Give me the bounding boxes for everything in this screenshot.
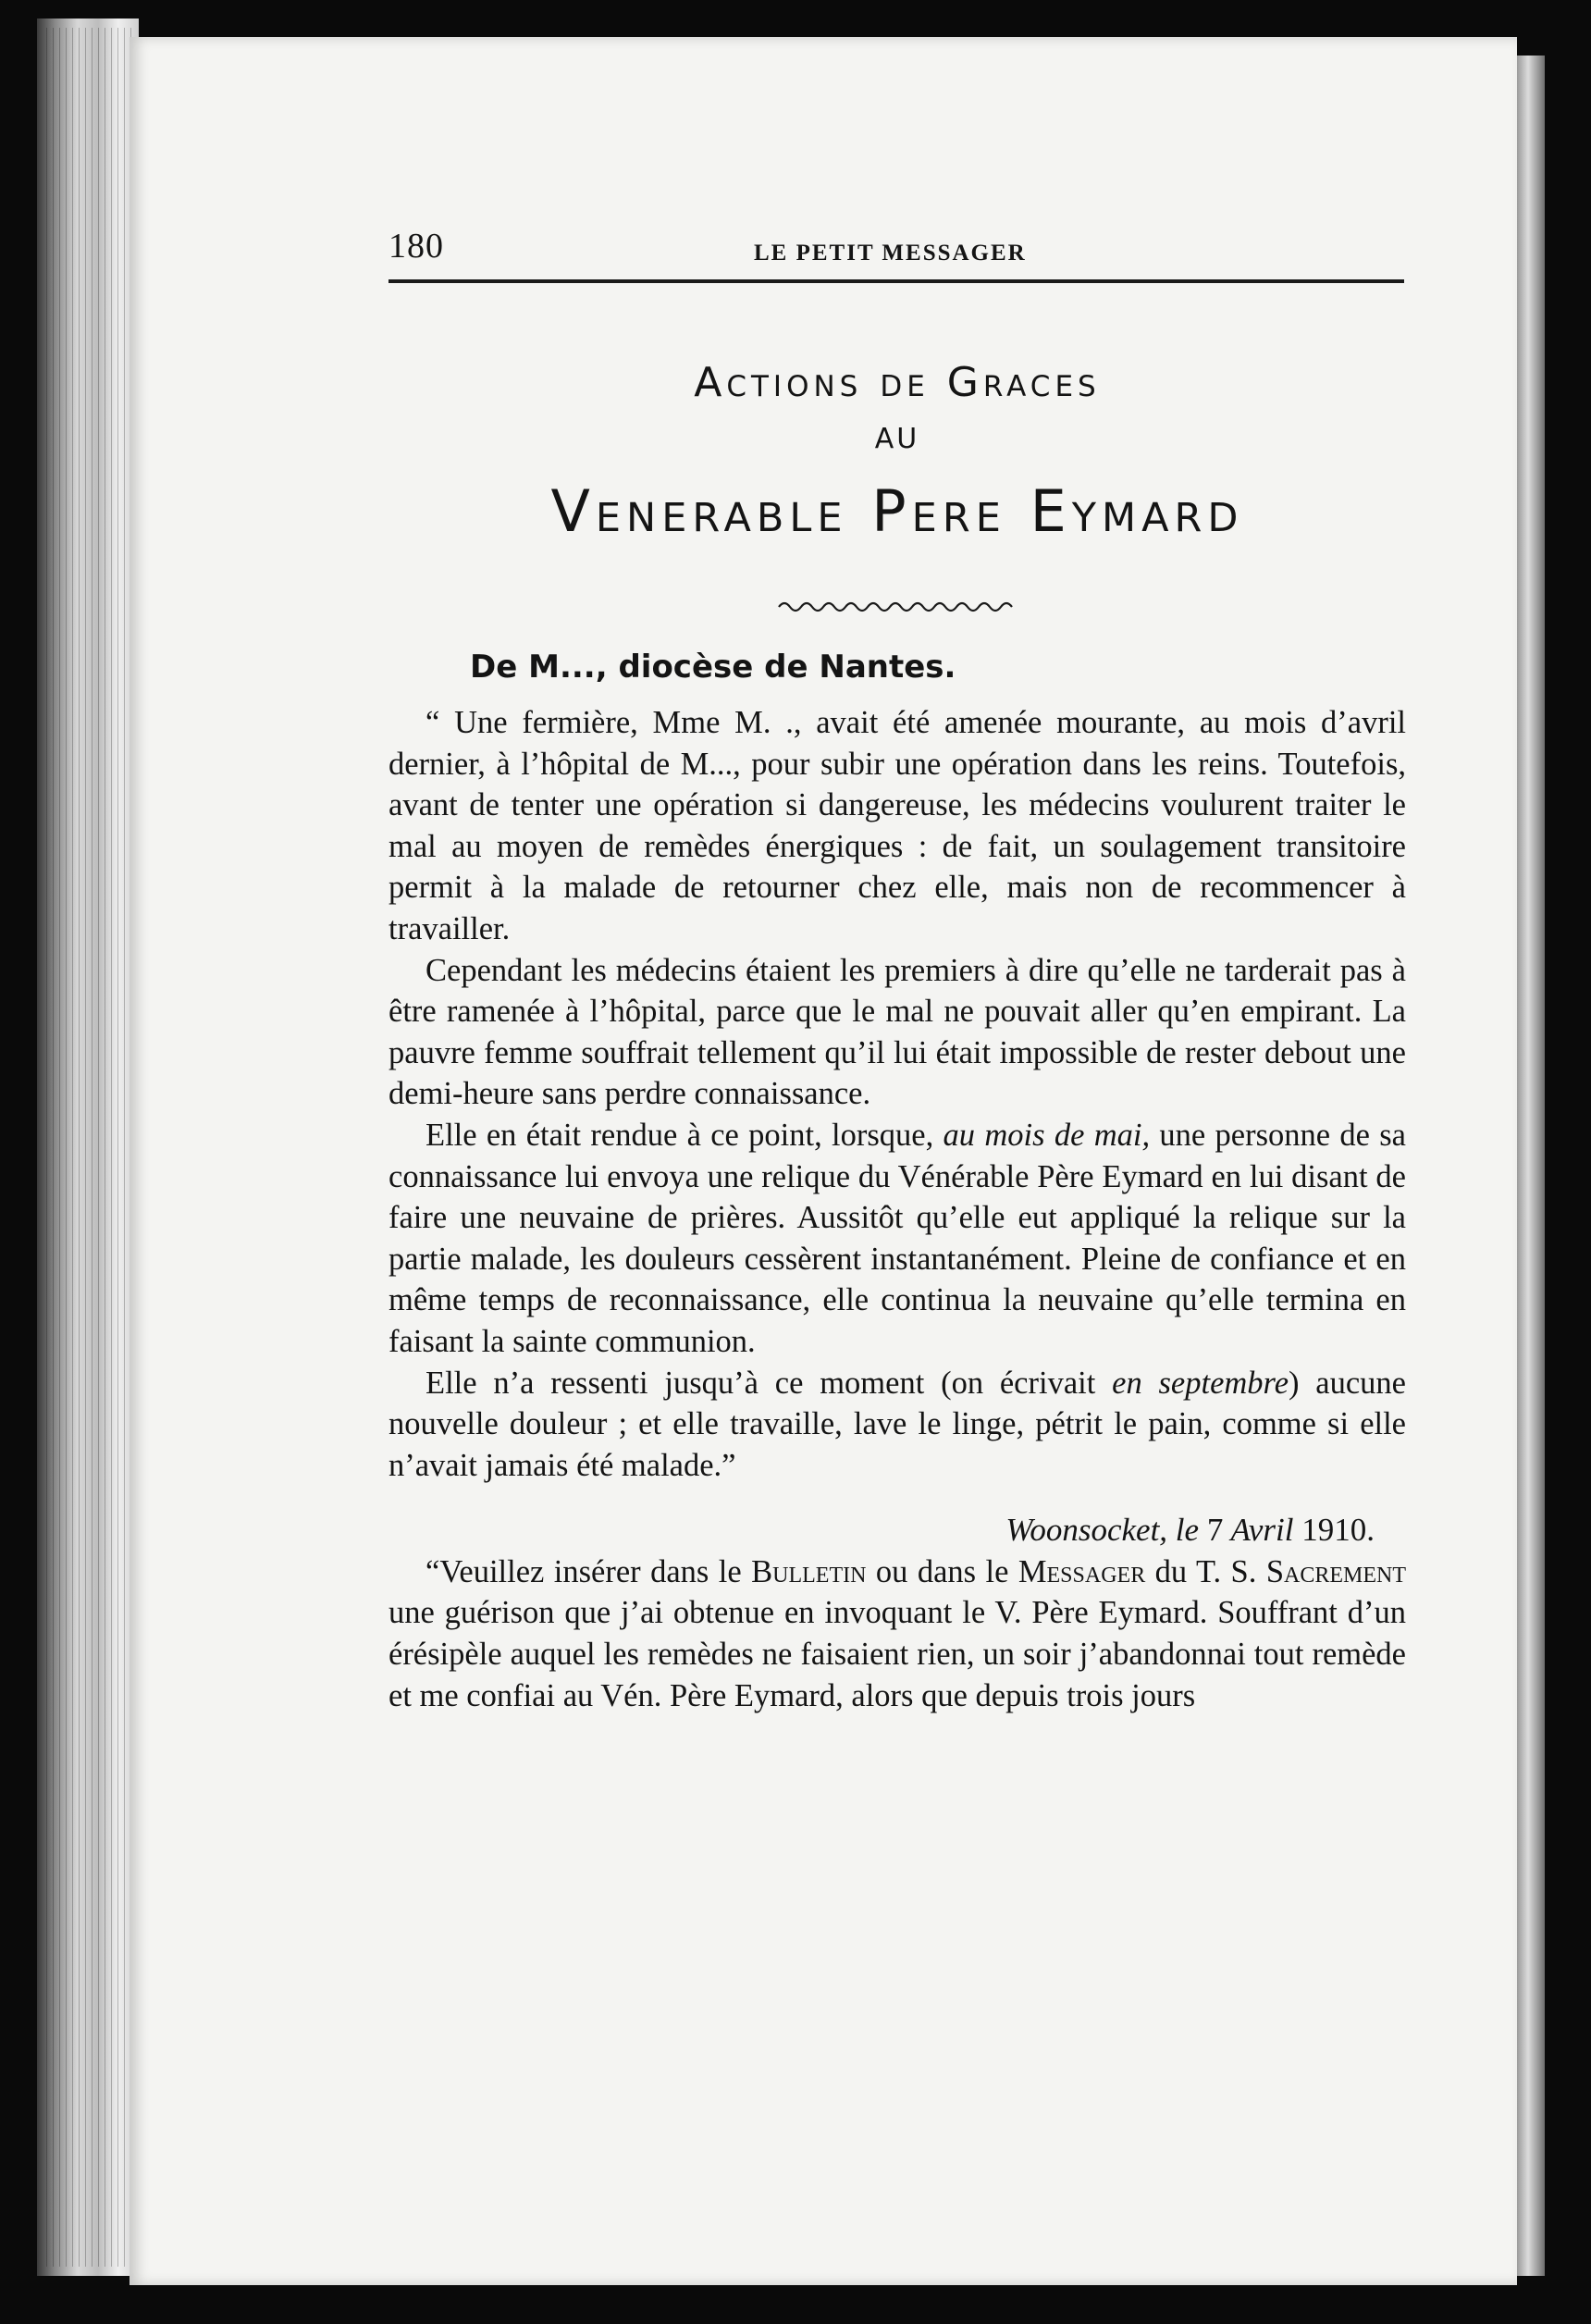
signoff-line	[388, 1510, 1375, 1551]
page-number: 180	[388, 227, 444, 266]
title-line-1: Actions de Graces	[694, 359, 1101, 406]
text-run: Elle en était rendue à ce point, lorsque,	[426, 1117, 944, 1153]
signoff-day: 7	[1206, 1512, 1224, 1549]
text-run: Messager	[1018, 1553, 1146, 1589]
text-run: ) aucune nouvelle douleur ; et elle travaille, lave le linge, pétrit le pain, comme si elle n’avait jamais été malade.”	[388, 1365, 1406, 1483]
text-run: ou dans le	[866, 1553, 1018, 1589]
signoff-year: 1910.	[1301, 1512, 1375, 1549]
title-line-3: Venerable Pere Eymard	[550, 477, 1244, 545]
paragraph	[388, 1363, 1406, 1487]
running-head	[388, 222, 1406, 270]
journal-title: LE PETIT MESSAGER	[754, 241, 1027, 266]
header-rule	[388, 279, 1404, 283]
paragraph: “ Une fermière, Mme M. ., avait été amenée mourante, au mois d’avril dernier, à l’hôpital de M..., pour subir une opération dans les reins. Toutefois, avant de tenter une opération si dangereuse, les médecins voulurent traiter le mal au moyen de remèdes énergiques : de fait, un soulagement transitoire permit à la malade de retourner chez elle, mais non de recommencer à travailler.	[388, 705, 1406, 946]
text-run: Bulletin	[751, 1553, 867, 1589]
wavy-ornament	[388, 599, 1406, 617]
book-binding-right	[1517, 56, 1545, 2276]
signoff-place: Woonsocket, le	[1005, 1512, 1200, 1549]
text-run: “Veuillez insérer dans le	[426, 1553, 752, 1589]
wavy-line-icon	[777, 599, 1018, 615]
paragraph: Cependant les médecins étaient les premiers à dire qu’elle ne tarderait pas à être ramenée à l’hôpital, parce que le mal ne pouvait aller qu’en empirant. La pauvre femme souffrait tellement qu’il lui était impossible de rester debout une demi-heure sans perdre connaissance.	[388, 952, 1406, 1112]
text-run: une personne de sa connaissance lui envoya une relique du Vénérable Père Eymard en lui disant de faire une neuvaine de prières. Aussitôt qu’elle eut appliqué la relique sur la partie malade, les douleurs cessèrent instantanément. Pleine de confiance et en même temps de reconnaissance, elle continua la neuvaine qu’elle termina en faisant la sainte communion.	[388, 1117, 1406, 1359]
section-heading: De M..., diocèse de Nantes.	[470, 649, 956, 686]
letter-paragraph	[388, 1551, 1406, 1716]
text-run: Sacrement	[1265, 1553, 1406, 1589]
title-line-2: AU	[874, 423, 920, 455]
paragraph	[388, 1115, 1406, 1363]
page-edges	[46, 28, 134, 2267]
text-run: Elle n’a ressenti jusqu’à ce moment (on écrivait	[426, 1365, 1113, 1401]
italic-run: en septembre	[1112, 1365, 1289, 1401]
italic-run: au mois de mai,	[943, 1117, 1151, 1153]
article-body	[388, 702, 1406, 1716]
text-run: une guérison que j’ai obtenue en invoquant le V. Père Eymard. Souffrant d’un érésipèle auquel les remèdes ne faisaient rien, un soir j’abandonnai tout remède et me confiai au Vén. Père Eymard, alors que depuis trois jours	[388, 1595, 1406, 1713]
page-content	[388, 222, 1406, 1716]
text-run: du T. S.	[1145, 1553, 1266, 1589]
signoff-month: Avril	[1230, 1512, 1294, 1549]
article-title	[388, 359, 1406, 545]
